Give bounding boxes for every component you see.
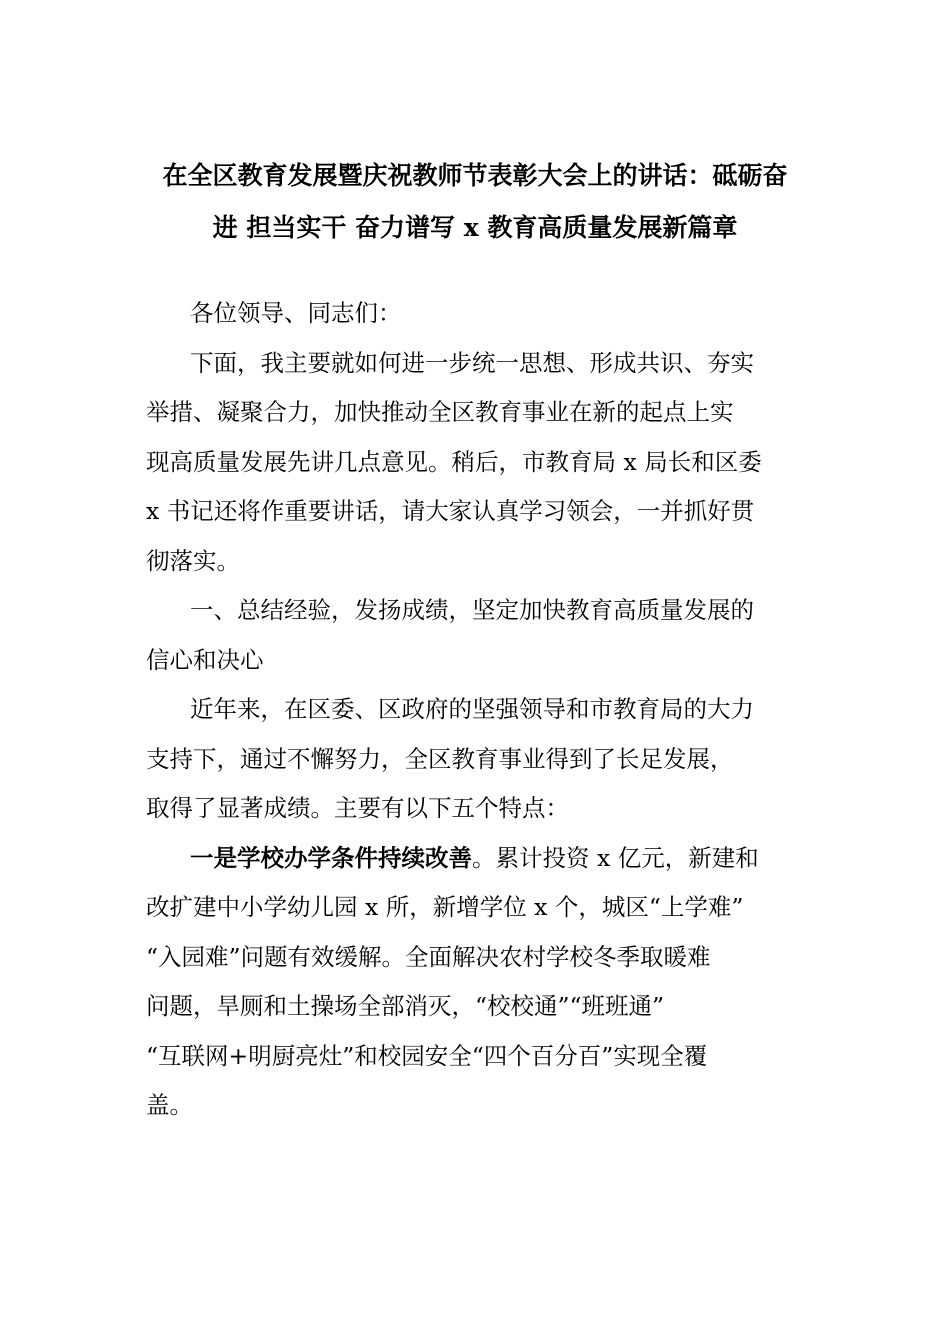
paragraph-line xyxy=(146,834,806,884)
point-lead-bold: 一是学校办学条件持续改善 xyxy=(190,843,472,872)
paragraph-line: 改扩建中小学幼儿园 x 所，新增学位 x 个，城区“上学难” xyxy=(146,893,744,921)
title-line-1: 在全区教育发展暨庆祝教师节表彰大会上的讲话：砥砺奋 xyxy=(162,161,788,190)
speech-title xyxy=(140,150,810,254)
speech-body xyxy=(146,289,806,1131)
paragraph-line: 下面，我主要就如何进一步统一思想、形成共识、夯实 xyxy=(190,348,754,377)
section-heading xyxy=(146,586,806,685)
heading-line: 信心和决心 xyxy=(146,645,264,674)
paragraph-recent xyxy=(146,685,806,834)
title-line-2: 进 担当实干 奋力谱写 x 教育高质量发展新篇章 xyxy=(212,213,738,242)
salutation: 各位领导、同志们： xyxy=(190,299,402,327)
paragraph-point-1 xyxy=(146,834,806,1131)
paragraph-line: “互联网+明厨亮灶”和校园安全“四个百分百”实现全覆 xyxy=(146,1041,708,1070)
paragraph-line: 问题，旱厕和土操场全部消灭，“校校通”“班班通” xyxy=(146,992,665,1020)
paragraph-line: “入园难”问题有效缓解。全面解决农村学校冬季取暖难 xyxy=(146,942,711,971)
paragraph-intro xyxy=(146,339,806,587)
paragraph-line: 近年来，在区委、区政府的坚强领导和市教育局的大力 xyxy=(190,695,754,723)
paragraph-line: 盖。 xyxy=(146,1091,193,1119)
paragraph-line: 取得了显著成绩。主要有以下五个特点： xyxy=(146,794,569,822)
paragraph-line: 彻落实。 xyxy=(146,546,240,575)
paragraph-line: 支持下，通过不懈努力，全区教育事业得到了长足发展， xyxy=(146,744,734,773)
paragraph-line: 举措、凝聚合力，加快推动全区教育事业在新的起点上实 xyxy=(146,398,734,426)
paragraph-line: 现高质量发展先讲几点意见。稍后，市教育局 x 局长和区委 xyxy=(146,447,762,476)
point-lead-rest: 。累计投资 x 亿元，新建和 xyxy=(472,843,759,872)
paragraph-line: x 书记还将作重要讲话，请大家认真学习领会，一并抓好贯 xyxy=(146,497,755,525)
heading-line: 一、总结经验，发扬成绩，坚定加快教育高质量发展的 xyxy=(190,596,754,624)
